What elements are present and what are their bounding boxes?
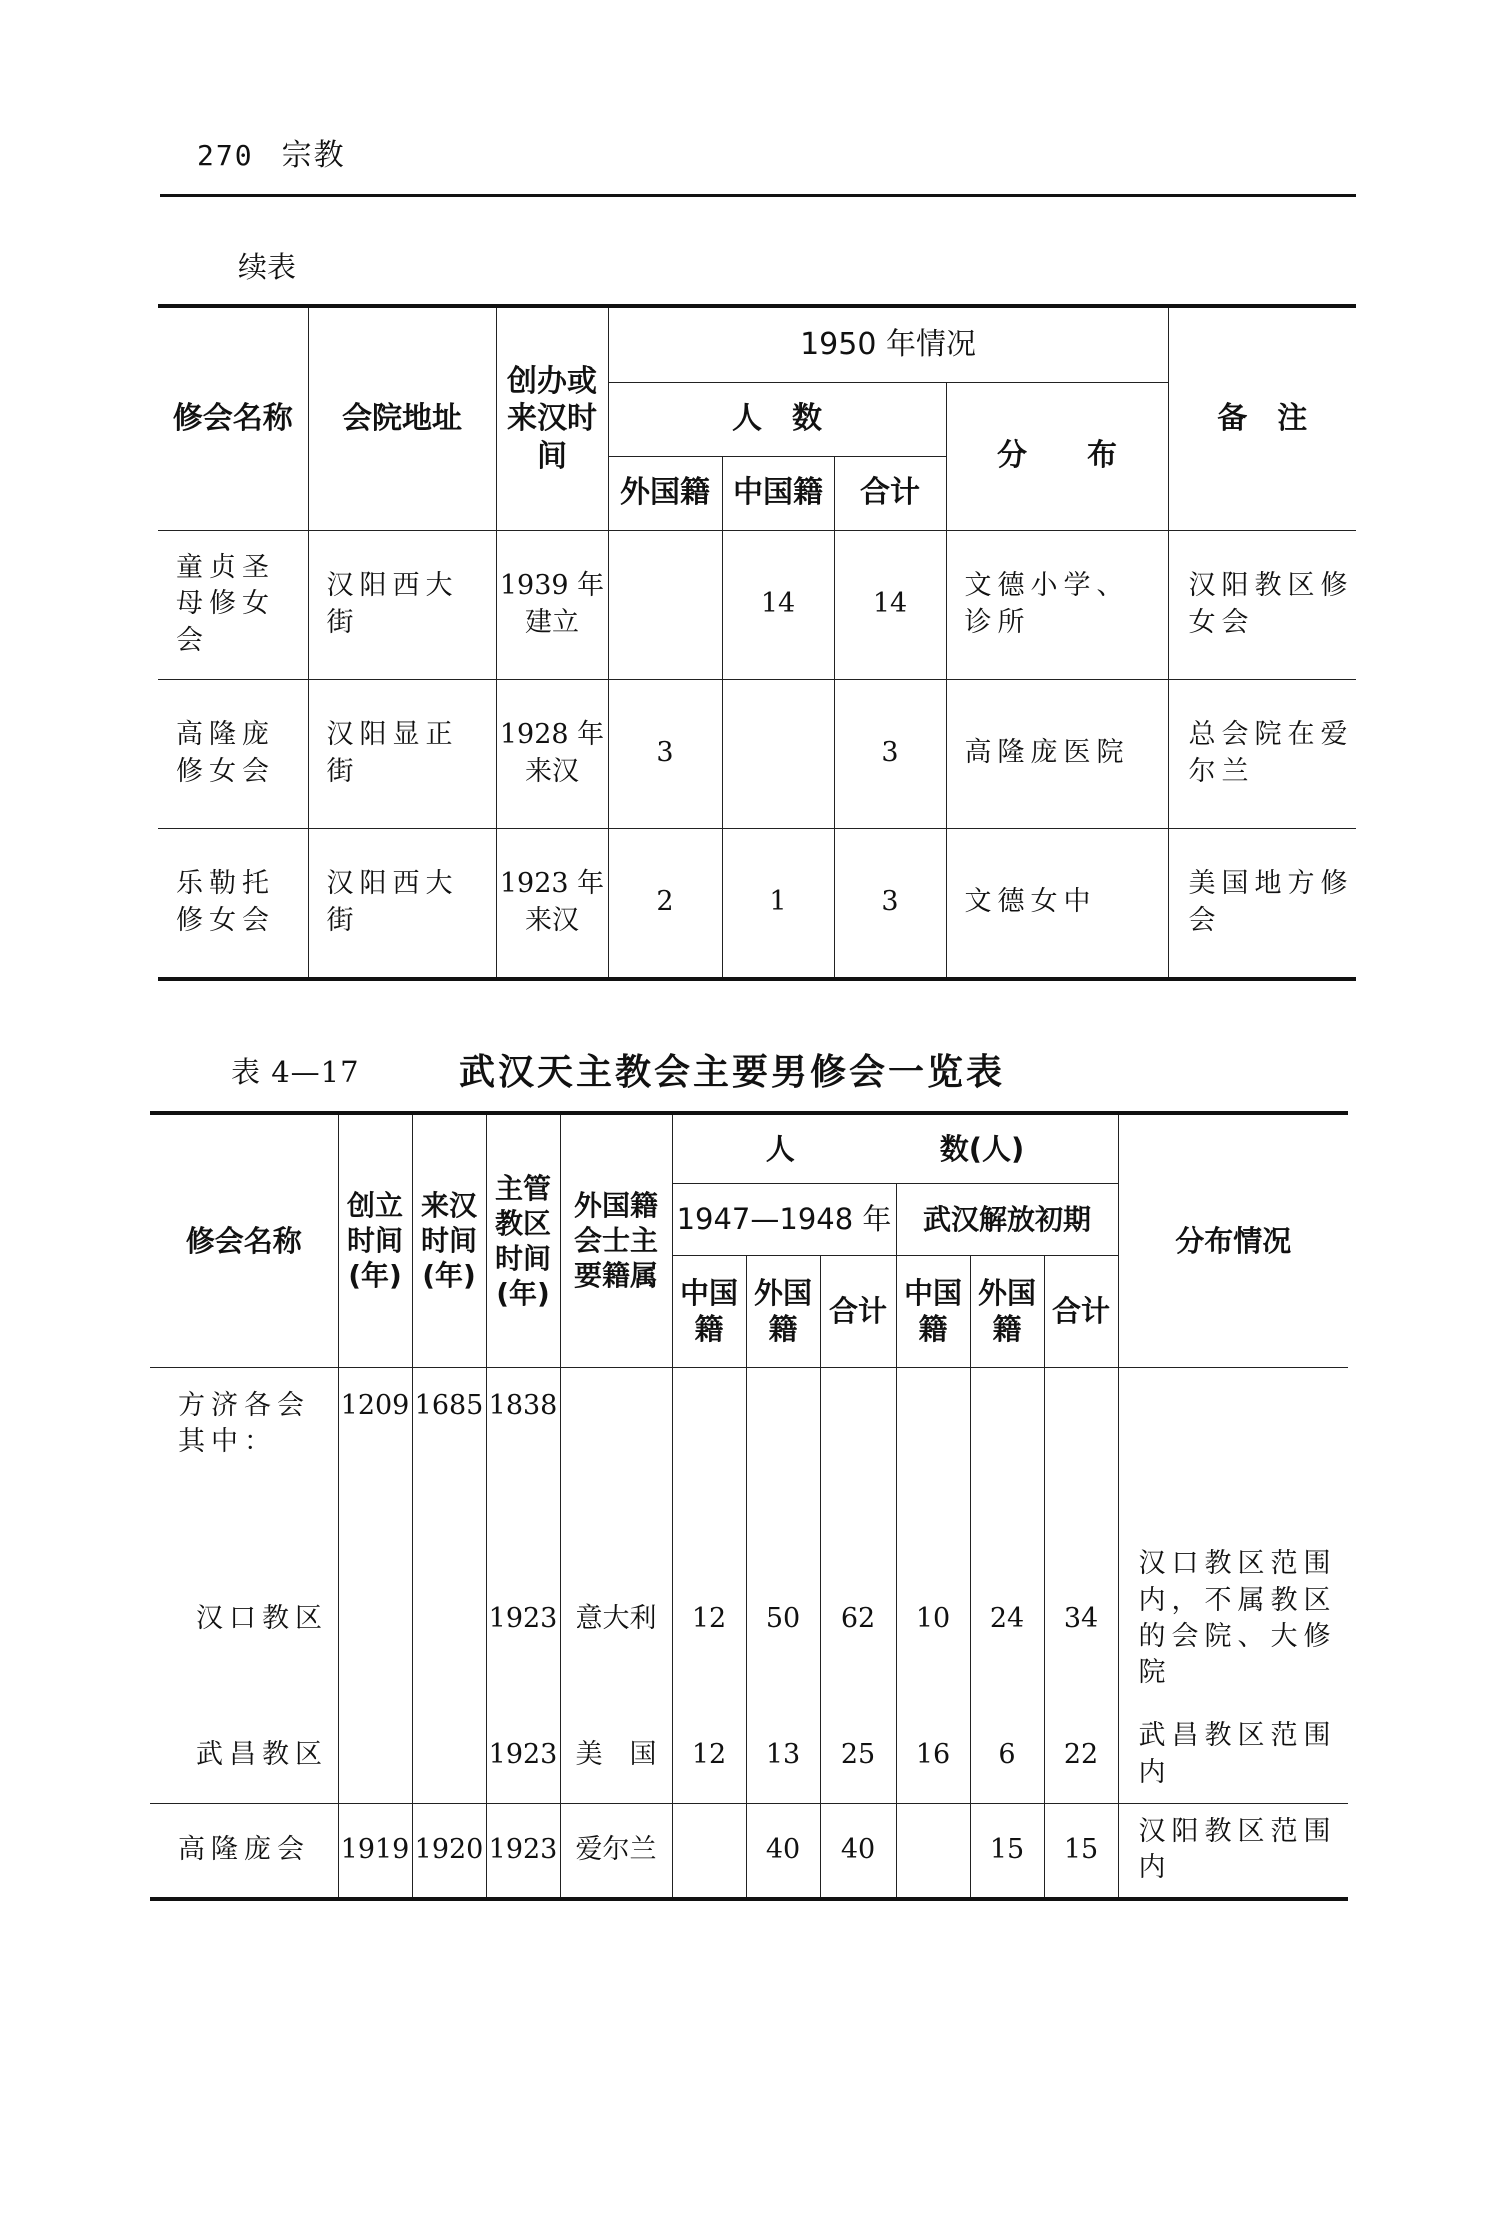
header-people: 人 数(人) <box>672 1113 1118 1183</box>
p1-chinese <box>672 1367 746 1531</box>
distribution: 文德女中 <box>946 828 1168 979</box>
convent-name: 高隆庞修女会 <box>158 679 308 828</box>
running-head <box>197 130 346 174</box>
p2-foreign: 24 <box>970 1531 1044 1707</box>
total-count: 3 <box>834 679 946 828</box>
p2-total <box>1044 1367 1118 1531</box>
convent-table-continued <box>158 304 1356 981</box>
p1-chinese: 12 <box>672 1531 746 1707</box>
total-count: 14 <box>834 530 946 679</box>
table-row <box>158 530 1356 679</box>
p1-foreign: 40 <box>746 1803 820 1899</box>
diocese-year: 1838 <box>486 1367 560 1531</box>
header-foreign: 外国籍 <box>608 456 722 530</box>
foreign-count <box>608 530 722 679</box>
p2-total: 15 <box>1044 1803 1118 1899</box>
header-p1-total: 合计 <box>820 1255 896 1367</box>
arrived-year: 1685 <box>412 1367 486 1531</box>
founded-year <box>338 1707 412 1803</box>
table-label: 表 4—17 <box>231 1055 360 1089</box>
arrived-year: 1920 <box>412 1803 486 1899</box>
remark: 汉阳教区修女会 <box>1168 530 1356 679</box>
section-title: 宗教 <box>281 138 346 173</box>
distribution: 武昌教区范围内 <box>1118 1707 1348 1803</box>
p2-chinese <box>896 1367 970 1531</box>
convent-name: 乐勒托修女会 <box>158 828 308 979</box>
p1-total <box>820 1367 896 1531</box>
convent-address: 汉阳西大街 <box>308 828 496 979</box>
table-row <box>150 1367 1348 1531</box>
order-name: 方济各会其中： <box>150 1367 338 1531</box>
header-period-1947: 1947—1948 年 <box>672 1183 896 1255</box>
table-caption <box>231 1050 1006 1093</box>
header-arrived: 来汉时间(年) <box>412 1113 486 1367</box>
p2-chinese <box>896 1803 970 1899</box>
header-chinese: 中国籍 <box>722 456 834 530</box>
header-remark: 备 注 <box>1168 306 1356 530</box>
founded-year: 1919 <box>338 1803 412 1899</box>
header-founded: 创办或来汉时间 <box>496 306 608 530</box>
remark: 总会院在爱尔兰 <box>1168 679 1356 828</box>
page-number: 270 <box>197 139 254 172</box>
header-name: 修会名称 <box>150 1113 338 1367</box>
table-title: 武汉天主教会主要男修会一览表 <box>459 1052 1006 1093</box>
continuation-label: 续表 <box>238 250 297 284</box>
p1-foreign <box>746 1367 820 1531</box>
p2-chinese: 10 <box>896 1531 970 1707</box>
header-p2-chinese: 中国籍 <box>896 1255 970 1367</box>
nationality: 意大利 <box>560 1531 672 1707</box>
header-rule <box>160 194 1356 197</box>
order-name: 汉口教区 <box>150 1531 338 1707</box>
remark: 美国地方修会 <box>1168 828 1356 979</box>
distribution <box>1118 1367 1348 1531</box>
header-nationality: 外国籍会士主要籍属 <box>560 1113 672 1367</box>
founded-year <box>338 1531 412 1707</box>
chinese-count: 14 <box>722 530 834 679</box>
header-name: 修会名称 <box>158 306 308 530</box>
distribution: 高隆庞医院 <box>946 679 1168 828</box>
p2-total: 22 <box>1044 1707 1118 1803</box>
foreign-count: 3 <box>608 679 722 828</box>
arrived-year <box>412 1531 486 1707</box>
p2-foreign: 15 <box>970 1803 1044 1899</box>
header-p1-foreign: 外国籍 <box>746 1255 820 1367</box>
header-distribution: 分 布 <box>946 382 1168 530</box>
founded-year: 1209 <box>338 1367 412 1531</box>
header-p2-total: 合计 <box>1044 1255 1118 1367</box>
order-name: 武昌教区 <box>150 1707 338 1803</box>
distribution: 汉口教区范围内，不属教区的会院、大修院 <box>1118 1531 1348 1707</box>
header-founded: 创立时间(年) <box>338 1113 412 1367</box>
chinese-count: 1 <box>722 828 834 979</box>
distribution: 文德小学、诊所 <box>946 530 1168 679</box>
table-row <box>150 1531 1348 1707</box>
table-row <box>150 1707 1348 1803</box>
arrived-year <box>412 1707 486 1803</box>
order-name: 高隆庞会 <box>150 1803 338 1899</box>
header-p1-chinese: 中国籍 <box>672 1255 746 1367</box>
header-address: 会院地址 <box>308 306 496 530</box>
p2-chinese: 16 <box>896 1707 970 1803</box>
header-total: 合计 <box>834 456 946 530</box>
p2-foreign: 6 <box>970 1707 1044 1803</box>
p1-total: 62 <box>820 1531 896 1707</box>
header-1950-status: 1950 年情况 <box>608 306 1168 382</box>
p1-chinese <box>672 1803 746 1899</box>
chinese-count <box>722 679 834 828</box>
total-count: 3 <box>834 828 946 979</box>
p1-foreign: 50 <box>746 1531 820 1707</box>
diocese-year: 1923 <box>486 1803 560 1899</box>
p2-foreign <box>970 1367 1044 1531</box>
founded-time: 1928 年来汉 <box>496 679 608 828</box>
founded-time: 1939 年建立 <box>496 530 608 679</box>
nationality <box>560 1367 672 1531</box>
nationality: 爱尔兰 <box>560 1803 672 1899</box>
header-diocese: 主管教区时间(年) <box>486 1113 560 1367</box>
table-row <box>158 828 1356 979</box>
diocese-year: 1923 <box>486 1707 560 1803</box>
table-row <box>150 1803 1348 1899</box>
male-orders-table <box>150 1111 1348 1901</box>
p1-total: 25 <box>820 1707 896 1803</box>
convent-address: 汉阳西大街 <box>308 530 496 679</box>
header-period-liberation: 武汉解放初期 <box>896 1183 1118 1255</box>
nationality: 美 国 <box>560 1707 672 1803</box>
diocese-year: 1923 <box>486 1531 560 1707</box>
foreign-count: 2 <box>608 828 722 979</box>
distribution: 汉阳教区范围内 <box>1118 1803 1348 1899</box>
p1-chinese: 12 <box>672 1707 746 1803</box>
header-p2-foreign: 外国籍 <box>970 1255 1044 1367</box>
convent-name: 童贞圣母修女会 <box>158 530 308 679</box>
table-row <box>158 679 1356 828</box>
p1-foreign: 13 <box>746 1707 820 1803</box>
header-people: 人 数 <box>608 382 946 456</box>
founded-time: 1923 年来汉 <box>496 828 608 979</box>
convent-address: 汉阳显正街 <box>308 679 496 828</box>
p1-total: 40 <box>820 1803 896 1899</box>
header-distribution: 分布情况 <box>1118 1113 1348 1367</box>
p2-total: 34 <box>1044 1531 1118 1707</box>
